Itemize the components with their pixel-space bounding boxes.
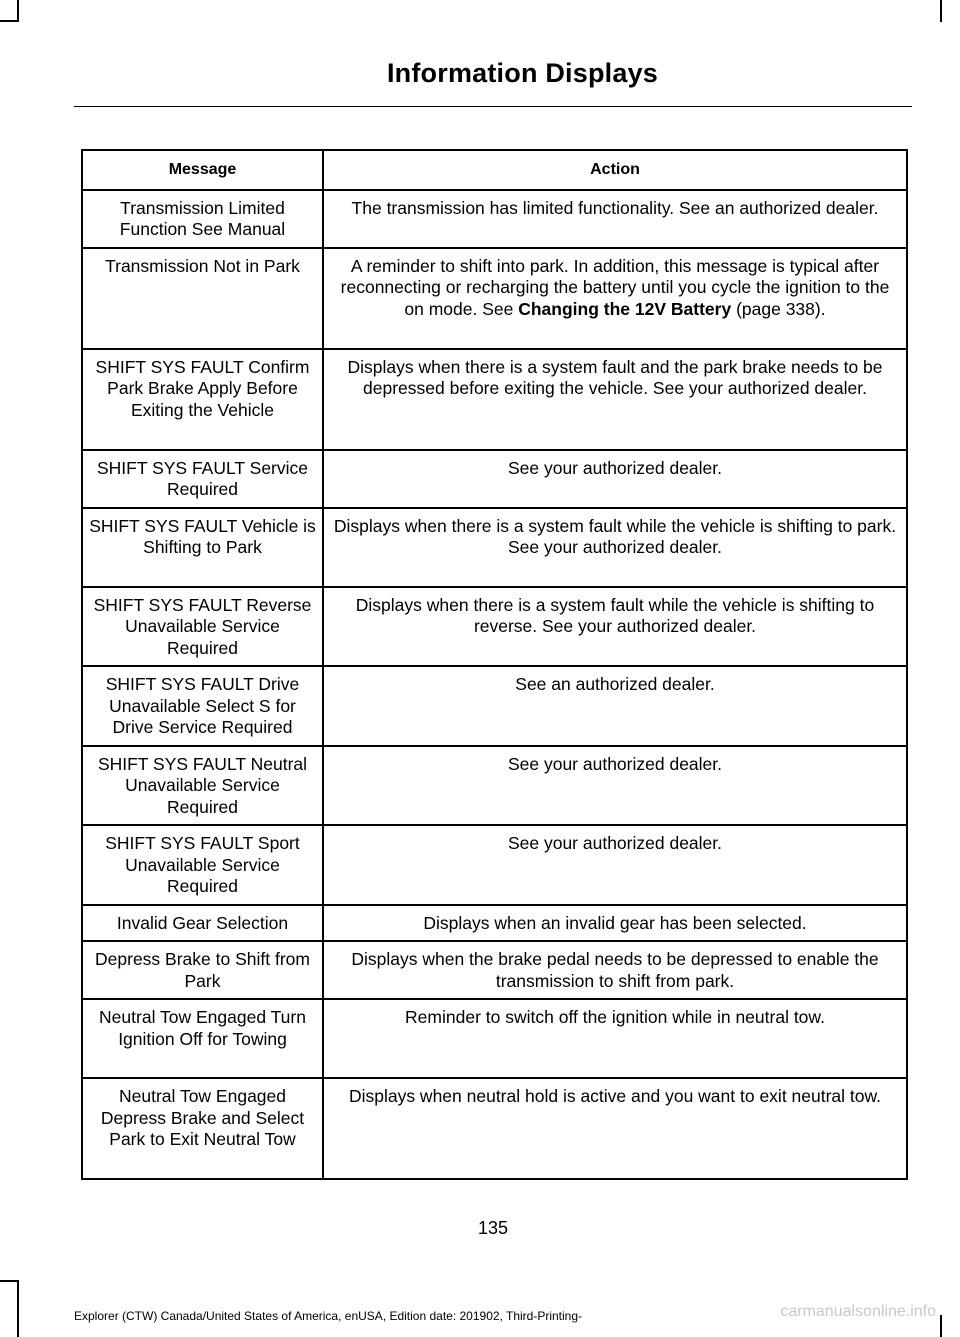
action-cell: See an authorized dealer. <box>323 666 907 746</box>
action-cell: The transmission has limited functionality. See an authorized dealer. <box>323 190 907 248</box>
message-cell: Neutral Tow Engaged Turn Ignition Off for Towing <box>82 999 323 1078</box>
action-cell: Displays when the brake pedal needs to be depressed to enable the transmission to shift from park. <box>323 941 907 999</box>
page-title: Information Displays <box>386 58 658 88</box>
table-row <box>82 999 907 1078</box>
action-cell: Displays when there is a system fault and the park brake needs to be depressed before exiting the vehicle. See your authorized dealer. <box>323 349 907 450</box>
footer-edition-info: Explorer (CTW) Canada/United States of America, enUSA, Edition date: 201902, Third-Printing- <box>74 1309 583 1323</box>
table-row <box>82 508 907 587</box>
column-header-message: Message <box>82 150 323 190</box>
table-row <box>82 941 907 999</box>
message-cell: SHIFT SYS FAULT Neutral Unavailable Service Required <box>82 746 323 826</box>
table-row <box>82 666 907 746</box>
table-row <box>82 248 907 349</box>
table-header-row <box>82 150 907 190</box>
page-reference: (page 338). <box>736 298 826 319</box>
table-row <box>82 1078 907 1179</box>
action-text: A reminder to shift into park. In addition, this message is typical after reconnecting or recharging the battery until you cycle the ignition to the on mode. See <box>340 255 890 319</box>
table-row <box>82 746 907 826</box>
action-cell <box>323 248 907 349</box>
watermark-logo: carmanualsonline.info <box>780 1303 936 1320</box>
message-cell: SHIFT SYS FAULT Reverse Unavailable Service Required <box>82 587 323 667</box>
action-cell: Displays when there is a system fault while the vehicle is shifting to reverse. See your authorized dealer. <box>323 587 907 667</box>
action-cell: See your authorized dealer. <box>323 746 907 826</box>
action-cell: Reminder to switch off the ignition while in neutral tow. <box>323 999 907 1078</box>
crop-mark-top-right <box>940 0 942 22</box>
message-cell: Invalid Gear Selection <box>82 905 323 942</box>
message-cell: SHIFT SYS FAULT Service Required <box>82 450 323 508</box>
action-cell: Displays when there is a system fault while the vehicle is shifting to park. See your authorized dealer. <box>323 508 907 587</box>
title-divider <box>74 106 912 107</box>
message-cell: Neutral Tow Engaged Depress Brake and Select Park to Exit Neutral Tow <box>82 1078 323 1179</box>
crop-mark-bottom-left-h <box>0 1280 19 1282</box>
crop-mark-bottom-right <box>940 1315 942 1337</box>
table-row <box>82 450 907 508</box>
messages-table <box>81 149 908 1180</box>
message-cell: SHIFT SYS FAULT Drive Unavailable Select S for Drive Service Required <box>82 666 323 746</box>
action-cell: Displays when an invalid gear has been selected. <box>323 905 907 942</box>
crop-mark-top-left-v <box>17 0 19 22</box>
crop-mark-top-left-h <box>0 20 19 22</box>
message-cell: SHIFT SYS FAULT Vehicle is Shifting to Park <box>82 508 323 587</box>
crop-mark-bottom-left-v <box>17 1280 19 1337</box>
message-cell: Transmission Limited Function See Manual <box>82 190 323 248</box>
message-cell: SHIFT SYS FAULT Confirm Park Brake Apply Before Exiting the Vehicle <box>82 349 323 450</box>
action-cell: See your authorized dealer. <box>323 450 907 508</box>
table-row <box>82 190 907 248</box>
table-row <box>82 905 907 942</box>
message-cell: Transmission Not in Park <box>82 248 323 349</box>
page-number: 135 <box>477 1218 509 1238</box>
table-row <box>82 349 907 450</box>
table-row <box>82 587 907 667</box>
action-cell: See your authorized dealer. <box>323 825 907 905</box>
table-row <box>82 825 907 905</box>
message-cell: Depress Brake to Shift from Park <box>82 941 323 999</box>
cross-reference-link[interactable]: Changing the 12V Battery <box>518 298 732 319</box>
column-header-action: Action <box>323 150 907 190</box>
action-cell: Displays when neutral hold is active and you want to exit neutral tow. <box>323 1078 907 1179</box>
message-cell: SHIFT SYS FAULT Sport Unavailable Service Required <box>82 825 323 905</box>
